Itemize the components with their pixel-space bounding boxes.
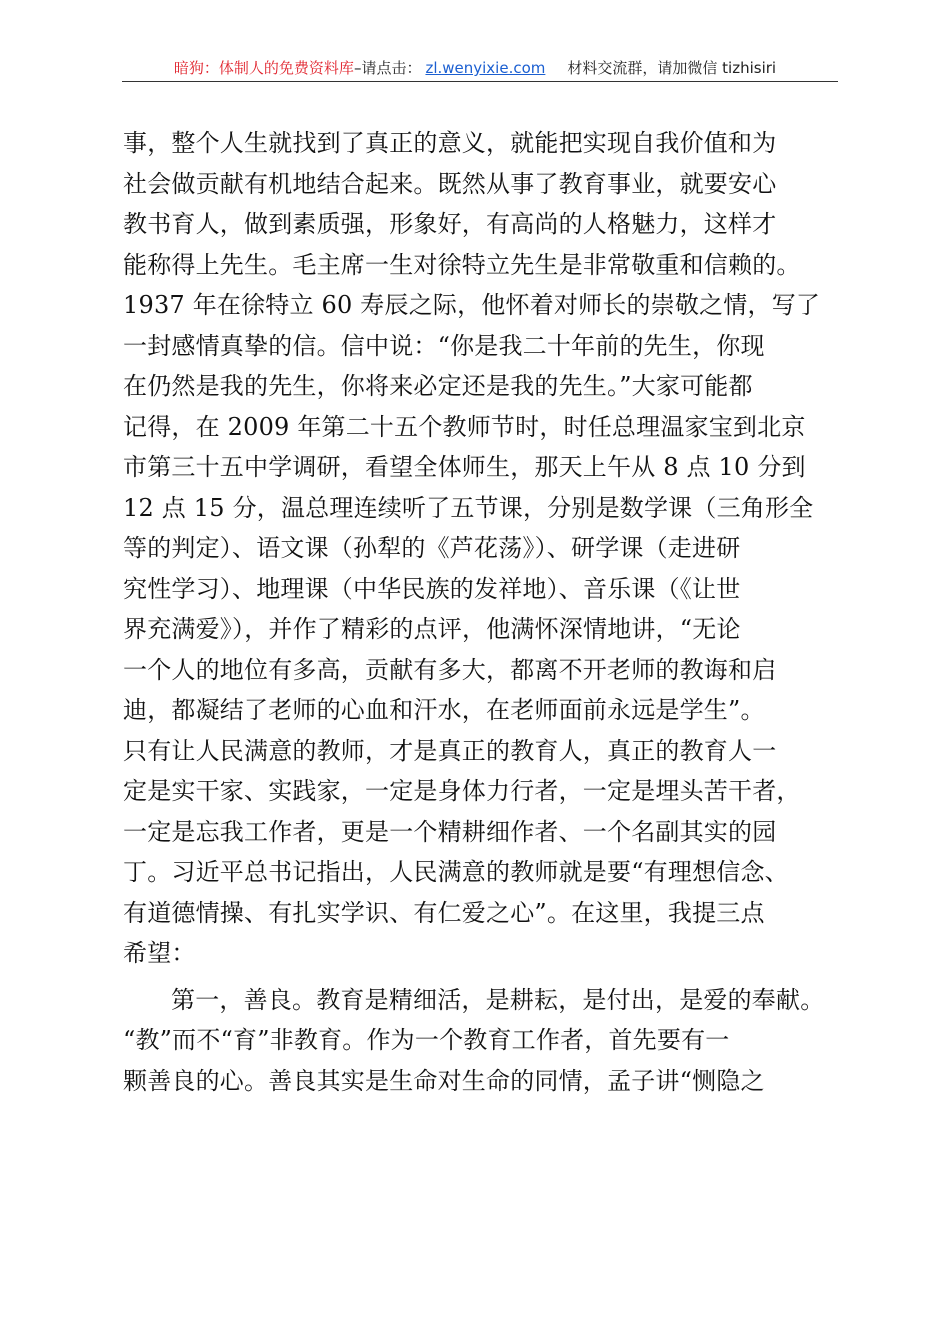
text-line: 究性学习）、地理课（中华民族的发祥地）、音乐课（《让世 [123,574,741,603]
text-line: 1937 年在徐特立 60 寿辰之际，他怀着对师长的崇敬之情，写了 [123,291,821,319]
header-wechat-note: 材料交流群，请加微信 tizhisiri [567,59,777,77]
paragraph-1 [123,123,843,974]
header-prompt: –请点击： [353,59,422,77]
text-line: 12 点 15 分，温总理连续听了五节课，分别是数学课（三角形全 [123,493,814,522]
header-link[interactable]: zl.wenyixie.com [425,59,546,77]
text-line: 丁。习近平总书记指出，人民满意的教师就是要“有理想信念、 [123,858,789,886]
text-line: 一定是忘我工作者，更是一个精耕细作者、一个名副其实的园 [123,817,777,846]
page-header [0,58,950,78]
text-line: 颗善良的心。善良其实是生命对生命的同情，孟子讲“恻隐之 [123,1066,765,1095]
text-line: 事，整个人生就找到了真正的意义，就能把实现自我价值和为 [123,129,777,157]
text-line: 能称得上先生。毛主席一生对徐特立先生是非常敬重和信赖的。 [123,250,801,279]
text-line: 界充满爱》），并作了精彩的点评，他满怀深情地讲，“无论 [123,615,741,643]
text-line: 教书育人，做到素质强，形象好，有高尚的人格魅力，这样才 [123,210,777,238]
text-line: 只有让人民满意的教师，才是真正的教育人，真正的教育人一 [123,736,777,765]
text-line: 市第三十五中学调研，看望全体师生，那天上午从 8 点 10 分到 [123,453,806,481]
document-body [123,123,843,1101]
text-line: 社会做贡献有机地结合起来。既然从事了教育事业，就要安心 [123,169,777,198]
text-line: 有道德情操、有扎实学识、有仁爱之心”。在这里，我提三点 [123,898,765,927]
header-brand: 暗狗：体制人的免费资料库 [173,59,354,77]
text-line: 在仍然是我的先生，你将来必定还是我的先生。”大家可能都 [123,372,753,400]
text-line: 一封感情真挚的信。信中说：“你是我二十年前的先生，你现 [123,331,765,360]
header-divider [122,81,838,82]
text-line: 记得，在 2009 年第二十五个教师节时，时任总理温家宝到北京 [123,412,806,441]
text-line: 迪，都凝结了老师的心血和汗水，在老师面前永远是学生”。 [123,696,765,724]
paragraph-2 [123,980,843,1102]
text-line: 第一，善良。教育是精细活，是耕耘，是付出，是爱的奉献。 [171,985,825,1014]
text-line: 定是实干家、实践家，一定是身体力行者，一定是埋头苦干者， [123,777,801,805]
text-line: 希望： [123,939,196,967]
text-line: “教”而不“育”非教育。作为一个教育工作者，首先要有一 [123,1026,730,1054]
text-line: 等的判定）、语文课（孙犁的《芦花荡》）、研学课（走进研 [123,534,741,562]
text-line: 一个人的地位有多高，贡献有多大，都离不开老师的教诲和启 [123,655,777,684]
